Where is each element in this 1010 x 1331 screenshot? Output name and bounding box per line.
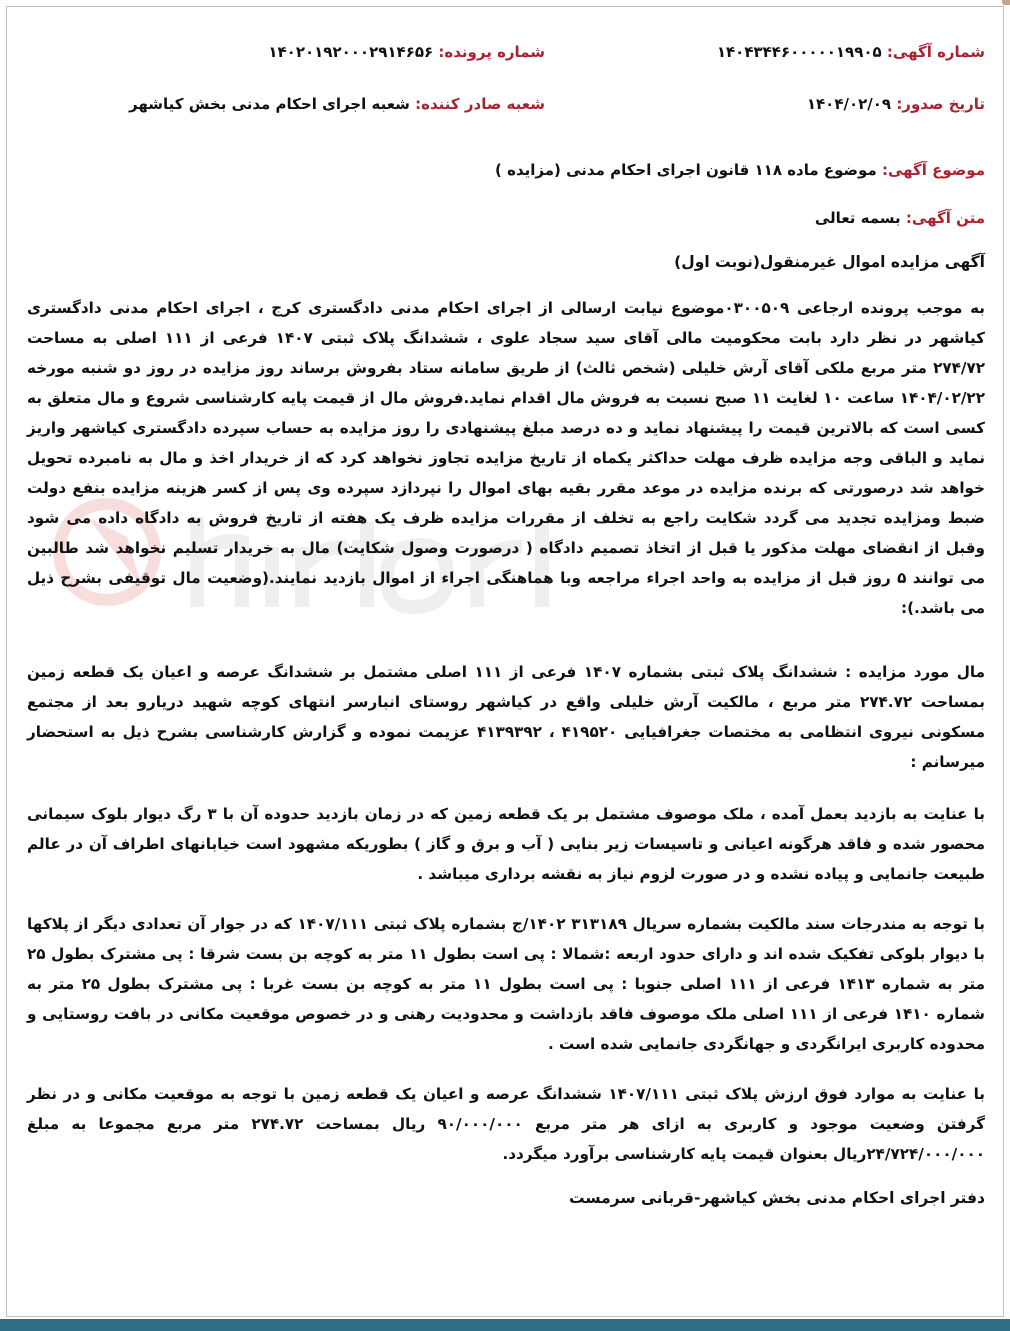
paragraph-valuation: با عنایت به موارد فوق ارزش پلاک ثبتی ۱۴۰۷/۱۱۱ ششدانگ عرصه و اعیان یک قطعه زمین با توجه به موقعیت مکانی و در نظر گرفتن وضعیت موجود و کاربری به ازای هر متر مربع ۹۰/۰۰۰/۰۰۰ ریال بمساحت ۲۷۴.۷۲ متر مربع مجموعا به مبلغ ۲۴/۷۲۴/۰۰۰/۰۰۰ریال بعنوان قیمت پایه کارشناسی برآورد میگردد. [27, 1085, 985, 1163]
header-row-1 [27, 43, 985, 71]
header-row-2 [27, 95, 985, 123]
file-number-label: شماره پرونده: [438, 43, 545, 61]
top-corner-marker [1002, 0, 1010, 5]
paragraph-deed: با توجه به مندرجات سند مالکیت بشماره سریال ۳۱۳۱۸۹ ۱۴۰۲/ج بشماره پلاک ثبتی ۱۴۰۷/۱۱۱ که در جوار آن تعدادی دیگر از پلاکها با دیوار بلوکی تفکیک شده اند و دارای حدود اربعه :شمالا : پی است بطول ۱۱ متر به کوچه بن بست شرقا : پی مشترک بطول ۲۵ متر به شماره ۱۴۱۳ فرعی از ۱۱۱ اصلی جنوبا : پی است بطول ۱۱ متر به کوچه بن بست غربا : پی مشترک بطول ۲۵ متر به شماره ۱۴۱۰ فرعی از ۱۱۱ اصلی ملک موصوف فاقد بازداشت و محدودیت رهنی و در خصوص موقعیت مکانی در بافت روستایی و محدوده کاربری ایرانگردی و جهانگردی جانمایی شده است . [27, 915, 985, 1053]
notice-text-line [815, 209, 985, 227]
issue-date-label: تاریخ صدور: [896, 95, 985, 113]
notice-number-label: شماره آگهی: [886, 43, 985, 61]
issuer-field [129, 95, 545, 113]
notice-number-value: ۱۴۰۴۳۴۴۶۰۰۰۰۰۱۹۹۰۵ [716, 43, 882, 61]
paragraph-inspection: با عنایت به بازدید بعمل آمده ، ملک موصوف مشتمل بر یک قطعه زمین که در زمان بازدید حدوده آن با ۳ رگ دیوار بلوک سیمانی محصور شده و فاقد هرگونه اعیانی و تاسیسات زیر بنایی ( آب و برق و گاز ) بطوریکه مشهود است خیابانهای اطراف آن در عالم طبیعت جانمایی و پیاده نشده و در صورت لزوم نیاز به نقشه برداری میباشد . [27, 805, 985, 883]
signature: دفتر اجرای احکام مدنی بخش کیاشهر-قربانی سرمست [568, 1189, 985, 1207]
paragraph-case-details: به موجب پرونده ارجاعی ۰۳۰۰۵۰۹موضوع نیابت ارسالی از اجرای احکام مدنی دادگستری کرج ، اجرای احکام مدنی دادگستری کیاشهر در نظر دارد بابت محکومیت مالی آقای سید سجاد علوی ، ششدانگ پلاک ثبتی ۱۴۰۷ فرعی از ۱۱۱ اصلی به مساحت ۲۷۴/۷۲ متر مربع ملکی آقای آرش خلیلی (شخص ثالث) از طریق سامانه ستاد بفروش برساند روز مزایده در روز دو شنبه مورخه ۱۴۰۴/۰۲/۲۲ ساعت ۱۰ لغایت ۱۱ صبح نسبت به فروش مال اقدام نماید.فروش مال از قیمت پایه کارشناسی شروع و مال متعلق به کسی است که بالاترین قیمت را پیشنهاد نماید و ده درصد مبلغ پیشنهادی را روز مزایده به حساب سپرده دادگستری کیاشهر واریز نماید و الباقی وجه مزایده ظرف مهلت حداکثر یکماه از تاریخ مزایده تجاوز نخواهد کرد که از خریدار اخذ و مال به نامبرده تحویل خواهد شد درصورتی که برنده مزایده در موعد مقرر بقیه بهای اموال را نپردازد سپرده وی پس از کسر هزینه مزایده بنفع دولت ضبط ومزایده تجدید می گردد شکایت راجع به تخلف از مقررات مزایده ظرف یک هفته از تاریخ فروش به دادگاه داده می شود وقبل از انقضای مهلت مذکور یا قبل از اتخاذ تصمیم دادگاه ( درصورت وصول شکایت) مال به خریدار تسلیم نخواهد شد طالبین می توانند ۵ روز قبل از مزایده به واحد اجراء مراجعه وبا هماهنگی اجراء از اموال بازدید نمایند.(وضعیت مال توقیفی بشرح ذیل می باشد.): [27, 299, 985, 617]
bottom-bar [0, 1319, 1010, 1331]
auction-heading: آگهی مزایده اموال غیرمنقول(نوبت اول) [674, 253, 985, 271]
issuer-value: شعبه اجرای احکام مدنی بخش کیاشهر [129, 95, 410, 113]
paragraph-property: مال مورد مزایده : ششدانگ پلاک ثبتی بشماره ۱۴۰۷ فرعی از ۱۱۱ اصلی مشتمل بر ششدانگ عرصه و اعیان یک قطعه زمین بمساحت ۲۷۴.۷۲ متر مربع ، مالکیت آرش خلیلی واقع در کیاشهر روستای انبارسر انتهای کوچه شهید دریارو بعد از مجتمع مسکونی نیروی انتظامی به مختصات جغرافیایی ۴۱۹۵۲۰ ، ۴۱۳۹۳۹۲ عزیمت نموده و گزارش کارشناسی بشرح ذیل به استحضار میرسانم : [27, 663, 985, 771]
issue-date-field [807, 95, 985, 113]
file-number-field [268, 43, 545, 61]
notice-text-value: بسمه تعالی [814, 209, 901, 227]
notice-number-field [717, 43, 985, 61]
notice-frame [6, 6, 1004, 1317]
subject-line [495, 161, 985, 179]
file-number-value: ۱۴۰۲۰۱۹۲۰۰۰۲۹۱۴۶۵۶ [268, 43, 434, 61]
notice-text-label: متن آگهی: [905, 209, 985, 227]
issuer-label: شعبه صادر کننده: [415, 95, 545, 113]
subject-label: موضوع آگهی: [881, 161, 985, 179]
subject-value: موضوع ماده ۱۱۸ قانون اجرای احکام مدنی (مزایده ) [495, 161, 877, 179]
issue-date-value: ۱۴۰۴/۰۲/۰۹ [806, 95, 892, 113]
